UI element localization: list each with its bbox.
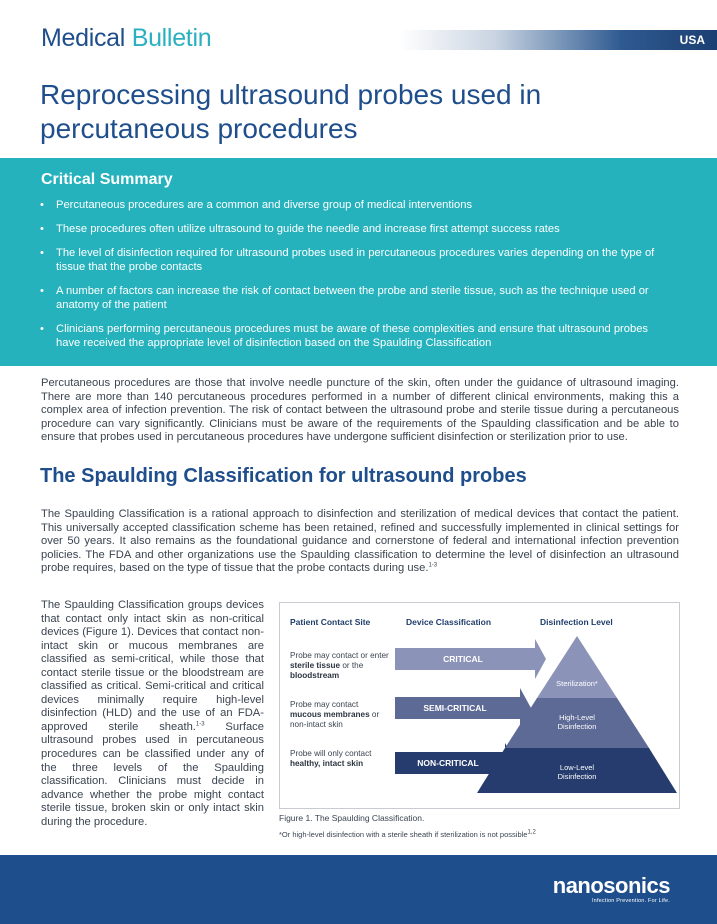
summary-bullet: • The level of disinfection required for ultrasound probes used in percutaneous procedures varies depending on the type of tissue that the probe contacts: [40, 246, 670, 274]
level-high-label: High-Level Disinfection: [557, 713, 597, 731]
brand-word-bulletin: Bulletin: [131, 24, 212, 52]
summary-bullet: • These procedures often utilize ultrasound to guide the needle and increase first attempt success rates: [40, 222, 670, 236]
semi-critical-label: SEMI-CRITICAL: [423, 703, 487, 713]
row-text-plain: Probe will only contact: [290, 749, 372, 758]
row-text-plain: Probe may contact or enter: [290, 651, 389, 660]
row-text-bold: sterile tissue: [290, 661, 341, 670]
summary-bullet: • Percutaneous procedures are a common and diverse group of medical interventions: [40, 198, 670, 212]
publication-brand: [41, 24, 211, 53]
header-contact-site: Patient Contact Site: [290, 617, 371, 627]
footnote-text: *Or high-level disinfection with a sterile sheath if sterilization is not possible: [279, 830, 528, 839]
row-text-plain: or non-intact skin: [290, 710, 380, 729]
classification-diagram: [280, 603, 679, 808]
section-heading: The Spaulding Classification for ultrasound probes: [40, 465, 527, 487]
spaulding-paragraph: [41, 508, 679, 576]
grouping-paragraph-text-a: The Spaulding Classification groups devices that contact only intact skin as non-critical devices (Figure 1). Devices that contact non-intact skin or mucous membranes are classified as semi-critical, while those that contact sterile tissue or the bloodstream are classified as critical. Semi-critical and critical devices minimally require high-level disinfection (HLD) and the use of an FDA-approved sterile sheath.: [41, 599, 264, 733]
brand-word-medical: Medical: [41, 24, 132, 52]
nanosonics-logo: [553, 875, 670, 905]
spaulding-paragraph-text: The Spaulding Classification is a rational approach to disinfection and sterilization of medical devices that contact the patient. This universally accepted classification scheme has been retained, refined and successfully implemented in clinical settings for over 50 years. It also remains as the foundational guidance and cornerstone of federal and international infection prevention policies. The FDA and other organizations use the Spaulding classification to determine the level of disinfection an ultrasound probe requires, based on the type of tissue that the probe contacts during use.: [41, 508, 679, 575]
grouping-paragraph: [41, 599, 264, 829]
intro-paragraph: Percutaneous procedures are those that involve needle puncture of the skin, often under the guidance of ultrasound imaging. There are more than 140 percutaneous procedures performed in a number of different clinical environments, making this a complex area of infection prevention. The risk of contact between the ultrasound probe and sterile tissue during a percutaneous procedure can vary significantly. Clinicians must be aware of the requirements of the Spaulding classification and be able to ensure that probes used in percutaneous procedures have undergone sufficient disinfection or sterilization prior to use.: [41, 377, 679, 444]
logo-name: nanosonics: [552, 873, 670, 898]
critical-label: CRITICAL: [443, 654, 483, 664]
summary-list: [40, 198, 670, 360]
row-text-bold: mucous membranes: [290, 710, 370, 719]
page-title: Reprocessing ultrasound probes used in percutaneous procedures: [40, 79, 542, 144]
figure-footnote: [279, 830, 536, 839]
level-low-label: Low-Level Disinfection: [557, 763, 597, 781]
logo-tagline: Infection Prevention. For Life.: [591, 898, 670, 904]
row-text-plain: Probe may contact: [290, 700, 359, 709]
header-device-classification: Device Classification: [406, 617, 492, 627]
region-label: USA: [679, 33, 705, 47]
figure-caption: Figure 1. The Spaulding Classification.: [279, 813, 425, 823]
grouping-paragraph-text-b: Surface ultrasound probes used in percutaneous procedures can be classified under any of the three levels of the Spaulding classification. Clinicians must decide in advance whether the probe might contact sterile tissue, broken skin or only intact skin during the procedure.: [41, 720, 264, 828]
row-text-plain: or the: [340, 661, 364, 670]
reference-superscript: 1,2: [527, 829, 536, 836]
summary-bullet: • Clinicians performing percutaneous procedures must be aware of these complexities and ensure that ultrasound probes have received the appropriate level of disinfection based on the Spaulding Classification: [40, 322, 670, 350]
page-header: [0, 0, 717, 60]
reference-superscript: 1-3: [195, 721, 205, 728]
level-sterilization-label: Sterilization*: [556, 679, 598, 688]
header-disinfection-level: Disinfection Level: [540, 617, 613, 627]
spaulding-figure: [279, 602, 680, 809]
non-critical-label: NON-CRITICAL: [417, 758, 479, 768]
row-text-bold: bloodstream: [290, 671, 340, 680]
summary-bullet: • A number of factors can increase the risk of contact between the probe and sterile tissue, such as the technique used or anatomy of the patient: [40, 284, 670, 312]
pyramid-sterilization-tier: [537, 636, 617, 698]
region-bar: [400, 30, 717, 50]
critical-summary-panel: [0, 158, 717, 366]
page-footer: [0, 855, 717, 924]
row-text-bold: healthy, intact skin: [290, 759, 364, 768]
summary-heading: Critical Summary: [41, 171, 173, 188]
reference-superscript: 1-3: [428, 562, 438, 569]
